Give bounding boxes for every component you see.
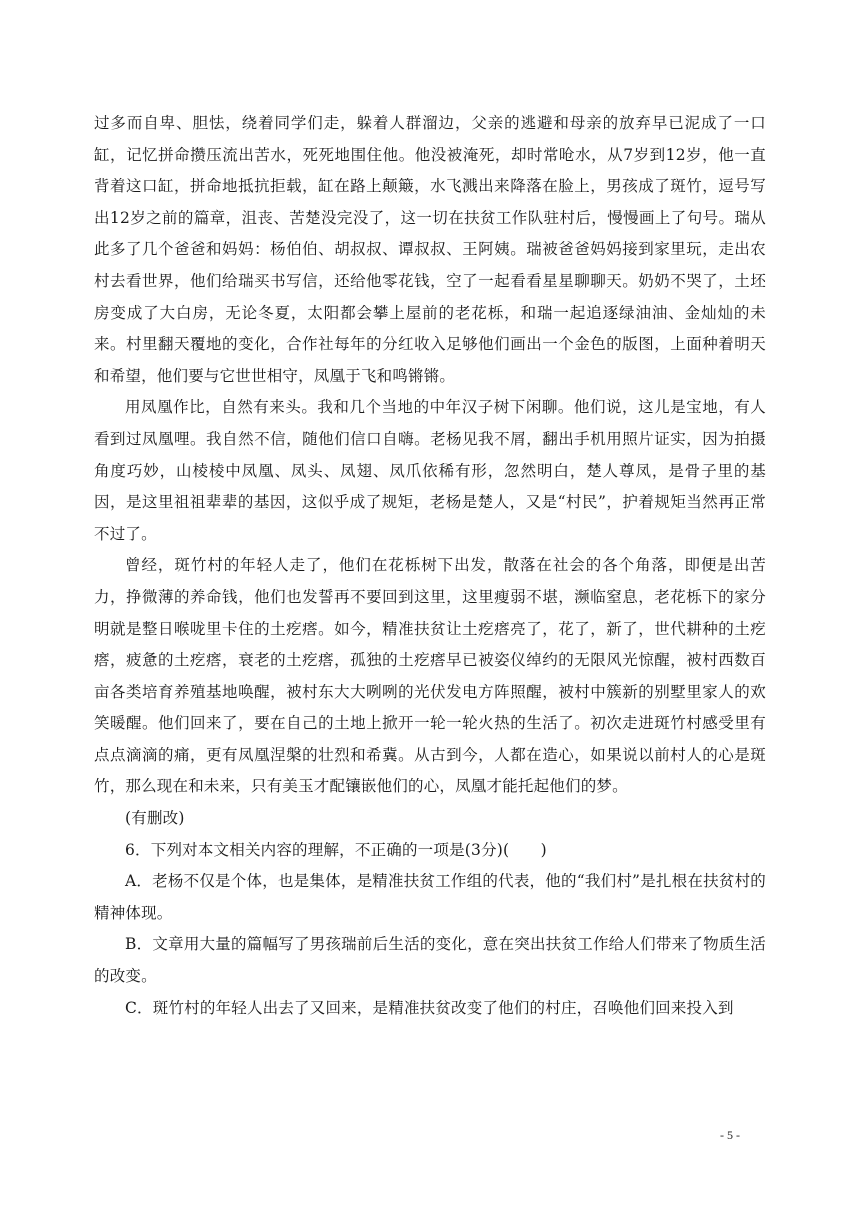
option-c: C．斑竹村的年轻人出去了又回来，是精准扶贫改变了他们的村庄，召唤他们回来投入到 xyxy=(125,998,734,1017)
option-b: B．文章用大量的篇幅写了男孩瑞前后生活的变化，意在突出扶贫工作给人们带来了物质生活的改变。 xyxy=(94,935,766,986)
document-body xyxy=(94,108,766,1024)
question-6-stem: 6．下列对本文相关内容的理解，不正确的一项是(3分)( ) xyxy=(125,840,547,859)
option-a: A．老杨不仅是个体，也是集体，是精准扶贫工作组的代表，他的“我们村”是扎根在扶贫村的精神体现。 xyxy=(94,872,766,922)
page-number: - 5 - xyxy=(720,1128,740,1142)
paragraph-continued: 过多而自卑、胆怯，绕着同学们走，躲着人群溜边，父亲的逃避和母亲的放弃早已泥成了一口缸，记忆拼命攒压流出苦水，死死地围住他。他没被淹死，却时常呛水，从7岁到12岁，他一直背着这口缸，拼命地抵抗拒载，缸在路上颠簸，水飞溅出来降落在脸上，男孩成了斑竹，逗号写出12岁之前的篇章，沮丧、苦楚没完没了，这一切在扶贫工作队驻村后，慢慢画上了句号。瑞从此多了几个爸爸和妈妈：杨伯伯、胡叔叔、谭叔叔、王阿姨。瑞被爸爸妈妈接到家里玩，走出农村去看世界，他们给瑞买书写信，还给他零花钱，空了一起看看星星聊聊天。奶奶不哭了，土坯房变成了大白房，无论冬夏，太阳都会攀上屋前的老花栎，和瑞一起追逐绿油油、金灿灿的未来。村里翻天覆地的变化，合作社每年的分红收入足够他们画出一个金色的版图，上面种着明天和希望，他们要与它世世相守，凤凰于飞和鸣锵锵。 xyxy=(94,114,766,385)
paragraph-young-people: 曾经，斑竹村的年轻人走了，他们在花栎树下出发，散落在社会的各个角落，即便是出苦力，挣微薄的养命钱，他们也发誓再不要回到这里，这里瘦弱不堪，濒临窒息，老花栎下的家分明就是整日喉咙里卡住的土疙瘩。如今，精准扶贫让土疙瘩亮了，花了，新了，世代耕种的土疙瘩，疲惫的土疙瘩，衰老的土疙瘩，孤独的土疙瘩早已被姿仪绰约的无限风光惊醒，被村西数百亩各类培育养殖基地唤醒，被村东大大咧咧的光伏发电方阵照醒，被村中簇新的别墅里家人的欢笑暖醒。他们回来了，要在自己的土地上掀开一轮一轮火热的生活了。初次走进斑竹村感受里有点点滴滴的痛，更有凤凰涅槃的壮烈和希冀。从古到今，人都在造心，如果说以前村人的心是斑竹，那么现在和未来，只有美玉才配镶嵌他们的心，凤凰才能托起他们的梦。 xyxy=(94,556,766,796)
paragraph-phoenix: 用凤凰作比，自然有来头。我和几个当地的中年汉子树下闲聊。他们说，这儿是宝地，有人看到过凤凰哩。我自然不信，随他们信口自嗨。老杨见我不屑，翻出手机用照片证实，因为拍摄角度巧妙，山棱棱中凤凰、凤头、凤翅、凤爪依稀有形，忽然明白，楚人尊凤，是骨子里的基因，是这里祖祖辈辈的基因，这似乎成了规矩，老杨是楚人，又是“村民”，护着规矩当然再正常不过了。 xyxy=(94,398,766,543)
source-note: (有删改) xyxy=(125,809,185,828)
